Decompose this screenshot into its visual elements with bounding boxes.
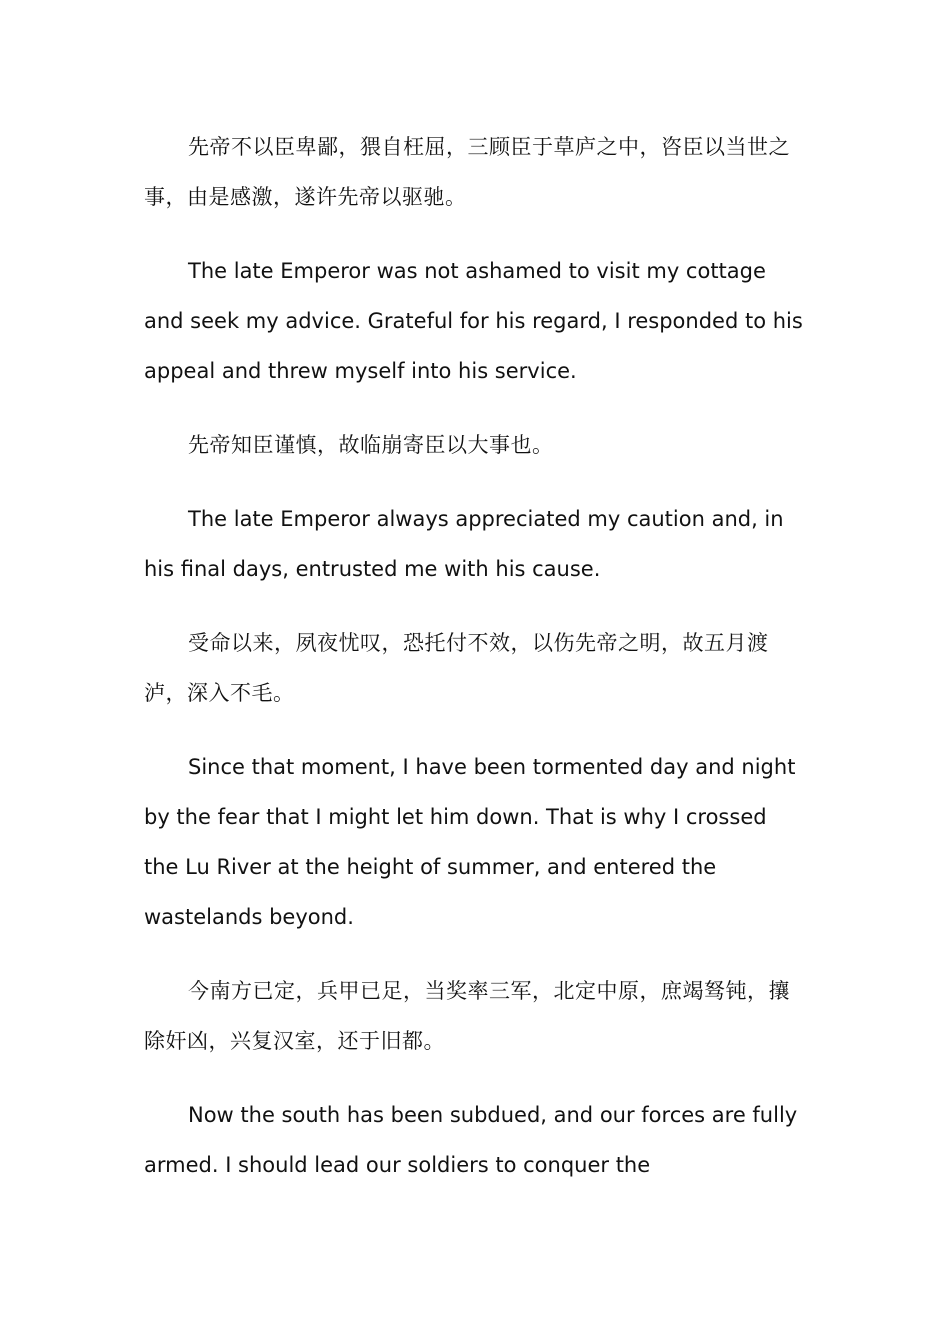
paragraph-zh-3: 受命以来，夙夜忧叹，恐托付不效，以伤先帝之明，故五月渡泸，深入不毛。	[144, 631, 769, 705]
paragraph-zh-4: 今南方已定，兵甲已足，当奖率三军，北定中原，庶竭驽钝，攘除奸凶，兴复汉室，还于旧都。	[144, 979, 790, 1053]
paragraph-en-2: The late Emperor always appreciated my caution and, in his final days, entrusted me with his cause.	[144, 507, 784, 581]
document-page	[144, 122, 806, 1214]
paragraph-en-1: The late Emperor was not ashamed to visit my cottage and seek my advice. Grateful for his regard, I responded to his appeal and threw myself into his service.	[144, 259, 803, 383]
paragraph-zh-2: 先帝知臣谨慎，故临崩寄臣以大事也。	[188, 433, 554, 457]
paragraph-en-3: Since that moment, I have been tormented day and night by the fear that I might let him down. That is why I crossed the Lu River at the height of summer, and entered the wastelands beyond.	[144, 755, 796, 929]
paragraph-zh-1: 先帝不以臣卑鄙，猥自枉屈，三顾臣于草庐之中，咨臣以当世之事，由是感激，遂许先帝以驱驰。	[144, 135, 790, 209]
paragraph-en-4: Now the south has been subdued, and our forces are fully armed. I should lead our soldiers to conquer the	[144, 1103, 798, 1177]
